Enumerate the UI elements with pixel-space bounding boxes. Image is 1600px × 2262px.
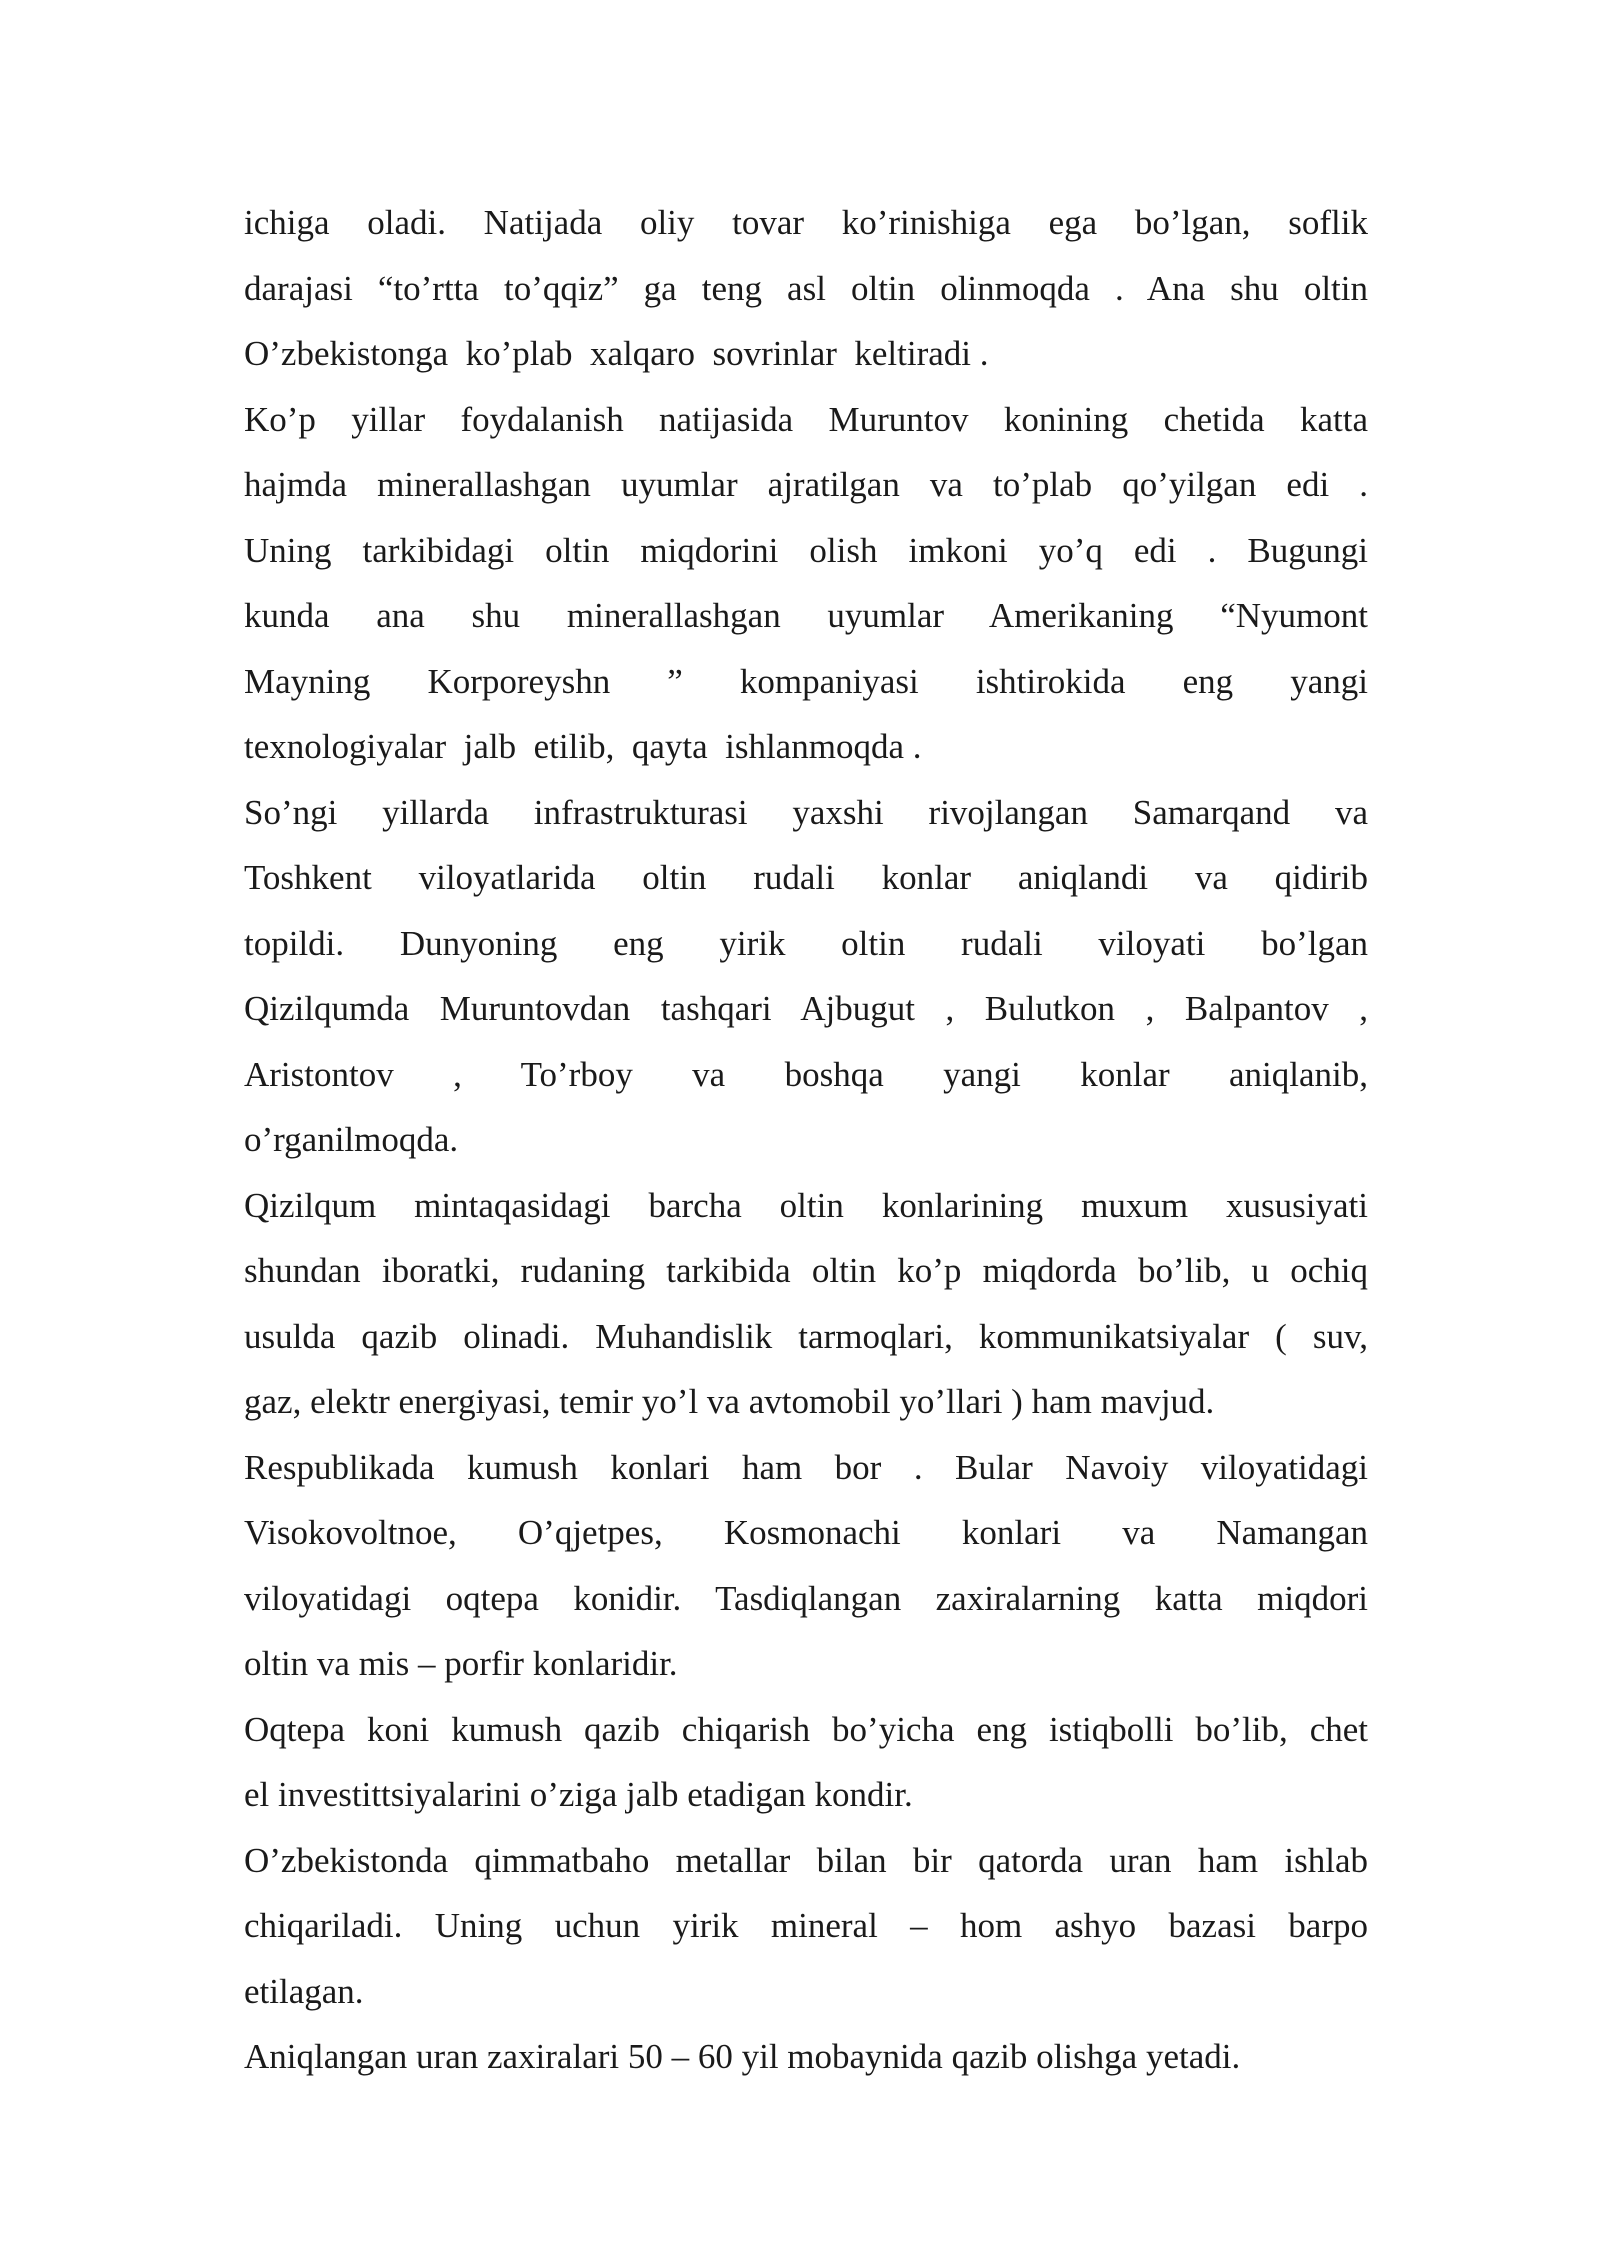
text-line: usulda qazib olinadi. Muhandislik tarmoqlari, kommunikatsiyalar ( suv, [244, 1316, 1368, 1356]
text-line: darajasi “to’rtta to’qqiz” ga teng asl oltin olinmoqda . Ana shu oltin [244, 268, 1368, 308]
text-line: viloyatidagi oqtepa konidir. Tasdiqlangan zaxiralarning katta miqdori [244, 1578, 1368, 1618]
text-line: chiqariladi. Uning uchun yirik mineral – hom ashyo bazasi barpo [244, 1906, 1368, 1945]
text-line: Uning tarkibidagi oltin miqdorini olish imkoni yo’q edi . Bugungi [244, 530, 1368, 570]
text-line: Qizilqumda Muruntovdan tashqari Ajbugut , Bulutkon , Balpantov , [244, 989, 1368, 1028]
text-line: etilagan. [244, 1971, 364, 2011]
text-line: o’rganilmoqda. [244, 1120, 459, 1159]
text-line: texnologiyalar jalb etilib, qayta ishlanmoqda . [244, 727, 922, 766]
text-line: kunda ana shu minerallashgan uyumlar Amerikaning “Nyumont [244, 596, 1368, 635]
text-line: Aniqlangan uran zaxiralari 50 – 60 yil mobaynida qazib olishga yetadi. [244, 2037, 1241, 2076]
text-line: el investittsiyalarini o’ziga jalb etadigan kondir. [244, 1775, 913, 1814]
text-line: topildi. Dunyoning eng yirik oltin rudali viloyati bo’lgan [244, 923, 1368, 963]
text-line: shundan iboratki, rudaning tarkibida oltin ko’p miqdorda bo’lib, u ochiq [244, 1251, 1368, 1290]
text-line: Toshkent viloyatlarida oltin rudali konlar aniqlandi va qidirib [244, 858, 1368, 897]
document-body [244, 190, 1368, 2090]
text-line: Aristontov , To’rboy va boshqa yangi konlar aniqlanib, [244, 1054, 1368, 1094]
text-line: Oqtepa koni kumush qazib chiqarish bo’yicha eng istiqbolli bo’lib, chet [244, 1709, 1368, 1749]
text-line: So’ngi yillarda infrastrukturasi yaxshi rivojlangan Samarqand va [244, 792, 1368, 832]
text-line: Visokovoltnoe, O’qjetpes, Kosmonachi konlari va Namangan [244, 1513, 1368, 1552]
text-line: O’zbekistonga ko’plab xalqaro sovrinlar keltiradi . [244, 334, 989, 373]
text-line: hajmda minerallashgan uyumlar ajratilgan va to’plab qo’yilgan edi . [244, 465, 1368, 504]
text-line: Respublikada kumush konlari ham bor . Bular Navoiy viloyatidagi [244, 1447, 1368, 1487]
text-line: ichiga oladi. Natijada oliy tovar ko’rinishiga ega bo’lgan, soflik [244, 203, 1368, 242]
text-line: Ko’p yillar foydalanish natijasida Muruntov konining chetida katta [244, 399, 1368, 439]
text-line: gaz, elektr energiyasi, temir yo’l va avtomobil yo’llari ) ham mavjud. [244, 1382, 1215, 1421]
text-line: oltin va mis – porfir konlaridir. [244, 1644, 678, 1683]
text-line: O’zbekistonda qimmatbaho metallar bilan bir qatorda uran ham ishlab [244, 1840, 1368, 1880]
text-line: Qizilqum mintaqasidagi barcha oltin konlarining muxum xususiyati [244, 1185, 1368, 1225]
text-line: Mayning Korporeyshn ” kompaniyasi ishtirokida eng yangi [244, 661, 1368, 701]
